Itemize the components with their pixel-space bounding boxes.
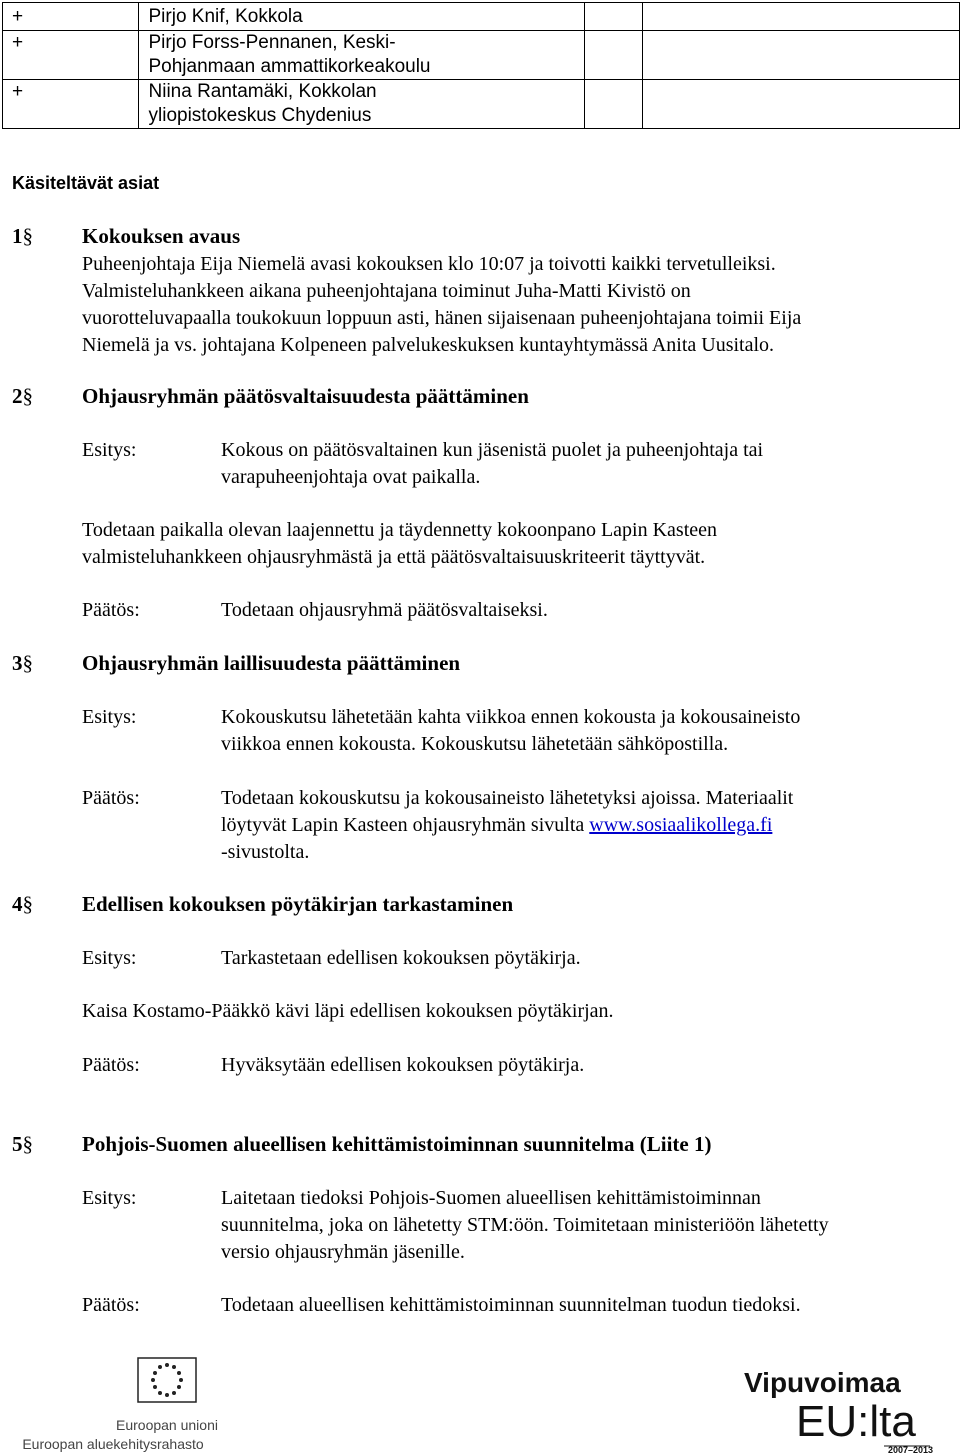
section-number: 5§ [12, 1132, 33, 1156]
esitys-text: Kokous on päätösvaltainen kun jäsenistä puolet ja puheenjohtaja tai varapuheenjohtaja ovat paikalla. [221, 439, 764, 488]
paatos-label: Päätös: [82, 1054, 140, 1076]
paatos-label: Päätös: [82, 787, 140, 809]
esitys-label: Esitys: [82, 947, 137, 969]
esitys-label: Esitys: [82, 1187, 137, 1209]
table-row [3, 3, 960, 31]
empty-cell [642, 31, 959, 80]
section-number: 2§ [12, 384, 33, 408]
section-note: Todetaan paikalla olevan laajennettu ja täydennetty kokoonpano Lapin Kasteen valmisteluhankkeen ohjausryhmästä ja että päätösvaltaisuuskriteerit täyttyvät. [82, 519, 718, 568]
section-title: Pohjois-Suomen alueellisen kehittämistoiminnan suunnitelma (Liite 1) [82, 1132, 712, 1156]
esitys-text: Kokouskutsu lähetetään kahta viikkoa ennen kokousta ja kokousaineisto viikkoa ennen kokousta. Kokouskutsu lähetetään sähköpostilla. [221, 706, 801, 755]
attendee-mark: + [3, 3, 139, 31]
vipuvoimaa-logo [740, 1362, 955, 1454]
paatos-text: Todetaan kokouskutsu ja kokousaineisto lähetetyksi ajoissa. Materiaalit löytyvät Lapin Kasteen ohjausryhmän sivulta www.sosiaalikollega.fi -sivustolta. [221, 787, 794, 863]
attendee-table [2, 2, 960, 129]
section-number: 3§ [12, 651, 33, 675]
esitys-text: Laitetaan tiedoksi Pohjois-Suomen alueellisen kehittämistoiminnan suunnitelma, joka on lähetetty STM:öön. Toimitetaan ministeriöön lähetetty versio ohjausryhmän jäsenille. [221, 1187, 829, 1263]
empty-cell [585, 80, 643, 129]
section-title: Edellisen kokouksen pöytäkirjan tarkastaminen [82, 892, 514, 916]
eu-flag-logo [8, 1354, 218, 1454]
paatos-text: Hyväksytään edellisen kokouksen pöytäkirja. [221, 1054, 585, 1076]
empty-cell [585, 31, 643, 80]
empty-cell [642, 80, 959, 129]
paatos-text: Todetaan alueellisen kehittämistoiminnan suunnitelman tuodun tiedoksi. [221, 1294, 801, 1316]
vip-logo-years: 2007–2013 [888, 1445, 934, 1454]
esitys-text: Tarkastetaan edellisen kokouksen pöytäkirja. [221, 947, 581, 969]
section-note: Kaisa Kostamo-Pääkkö kävi läpi edellisen kokouksen pöytäkirjan. [82, 1000, 614, 1022]
vip-logo-sub: EU:lta [796, 1397, 916, 1446]
eu-logo-line1: Euroopan unioni [116, 1417, 218, 1433]
empty-cell [585, 3, 643, 31]
esitys-label: Esitys: [82, 706, 137, 728]
section-number: 4§ [12, 892, 33, 916]
table-row [3, 80, 960, 129]
section-title: Ohjausryhmän päätösvaltaisuudesta päättäminen [82, 384, 529, 408]
section-title: Kokouksen avaus [82, 224, 241, 248]
agenda-heading: Käsiteltävät asiat [12, 173, 160, 193]
attendee-name: Niina Rantamäki, Kokkolan yliopistokeskus Chydenius [138, 80, 585, 129]
paatos-label: Päätös: [82, 1294, 140, 1316]
paatos-text: Todetaan ohjausryhmä päätösvaltaiseksi. [221, 599, 548, 621]
section-body: Puheenjohtaja Eija Niemelä avasi kokouksen klo 10:07 ja toivotti kaikki tervetulleiksi. Valmisteluhankkeen aikana puheenjohtajana toiminut Juha-Matti Kivistö on vuorotteluvapaalla toukokuun loppuun asti, hänen sijaisenaan puheenjohtajana toimii Eija Niemelä ja vs. johtajana Kolpeneen palvelukeskuksen kuntayhtymässä Anita Uusitalo. [82, 253, 802, 356]
empty-cell [642, 3, 959, 31]
eu-logo-line2: Euroopan aluekehitysrahasto [22, 1436, 204, 1452]
attendee-name: Pirjo Knif, Kokkola [138, 3, 585, 31]
sosiaalikollega-link[interactable]: www.sosiaalikollega.fi [589, 814, 773, 836]
esitys-label: Esitys: [82, 439, 137, 461]
attendee-mark: + [3, 80, 139, 129]
vip-logo-title: Vipuvoimaa [744, 1367, 901, 1398]
paatos-label: Päätös: [82, 599, 140, 621]
table-row [3, 31, 960, 80]
attendee-name: Pirjo Forss-Pennanen, Keski- Pohjanmaan ammattikorkeakoulu [138, 31, 585, 80]
section-title: Ohjausryhmän laillisuudesta päättäminen [82, 651, 461, 675]
attendee-mark: + [3, 31, 139, 80]
section-number: 1§ [12, 224, 33, 248]
